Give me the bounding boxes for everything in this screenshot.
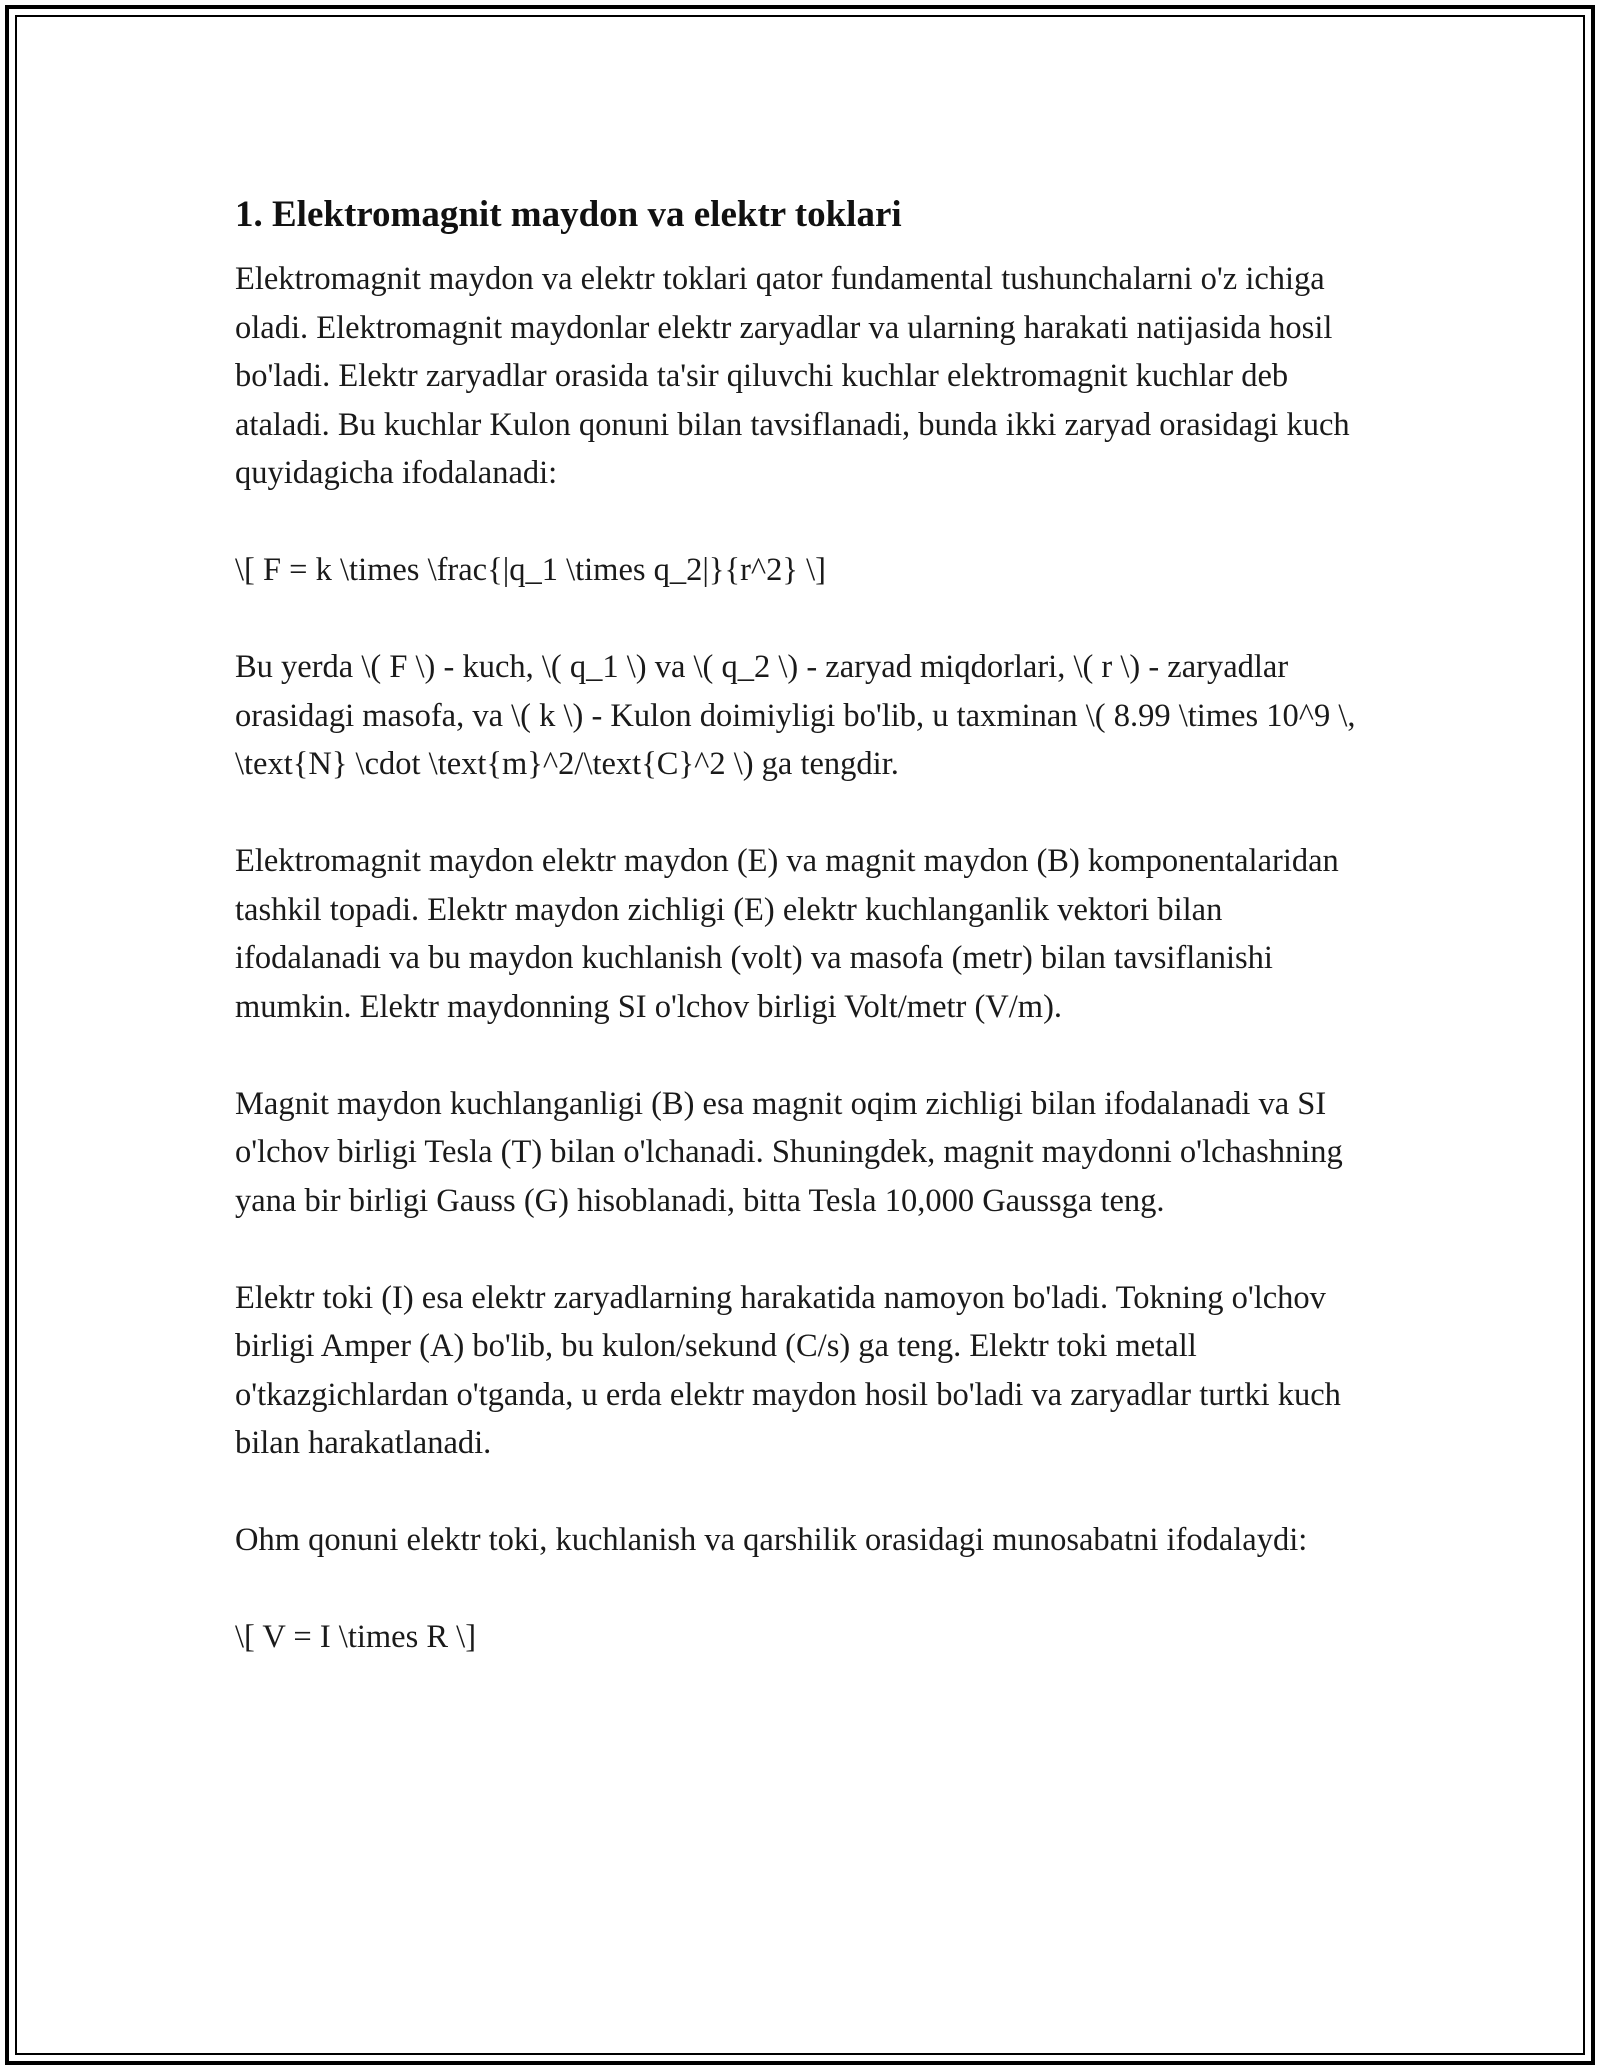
formula-ohm: \[ V = I \times R \] xyxy=(235,1619,477,1655)
paragraph-electric-field: Elektromagnit maydon elektr maydon (E) va magnit maydon (B) komponentalaridan tashkil topadi. Elektr maydon zichligi (E) elektr kuchlanganlik vektori bilan ifodalanadi va bu maydon kuchlanish (volt) va masofa (metr) bilan tavsiflanishi mumkin. Elektr maydonning SI o'lchov birligi Volt/metr (V/m). xyxy=(235,843,1339,1025)
document-body xyxy=(235,187,1375,1662)
paragraph-coulomb-terms: Bu yerda \( F \) - kuch, \( q_1 \) va \( q_2 \) - zaryad miqdorlari, \( r \) - zaryadlar orasidagi masofa, va \( k \) - Kulon doimiyligi bo'lib, u taxminan \( 8.99 \times 10^9 \, \text{N} \cdot \text{m}^2/\text{C}^2 \) ga tengdir. xyxy=(235,649,1356,782)
paragraph-magnetic-field: Magnit maydon kuchlanganligi (B) esa magnit oqim zichligi bilan ifodalanadi va SI o'lchov birligi Tesla (T) bilan o'lchanadi. Shuningdek, magnit maydonni o'lchashning yana bir birligi Gauss (G) hisoblanadi, bitta Tesla 10,000 Gaussga teng. xyxy=(235,1085,1343,1219)
formula-coulomb: \[ F = k \times \frac{|q_1 \times q_2|}{r^2} \] xyxy=(235,552,826,588)
paragraph-ohm-law: Ohm qonuni elektr toki, kuchlanish va qarshilik orasidagi munosabatni ifodalaydi: xyxy=(235,1522,1308,1558)
paragraph-intro: Elektromagnit maydon va elektr toklari qator fundamental tushunchalarni o'z ichiga oladi. Elektromagnit maydonlar elektr zaryadlar va ularning harakati natijasida hosil bo'ladi. Elektr zaryadlar orasida ta'sir qiluvchi kuchlar elektromagnit kuchlar deb ataladi. Bu kuchlar Kulon qonuni bilan tavsiflanadi, bunda ikki zaryad orasidagi kuch quyidagicha ifodalanadi: xyxy=(235,261,1350,491)
section-title: 1. Elektromagnit maydon va elektr toklari xyxy=(235,194,902,235)
paragraph-electric-current: Elektr toki (I) esa elektr zaryadlarning harakatida namoyon bo'ladi. Tokning o'lchov birligi Amper (A) bo'lib, bu kulon/sekund (C/s) ga teng. Elektr toki metall o'tkazgichlardan o'tganda, u erda elektr maydon hosil bo'ladi va zaryadlar turtki kuch bilan harakatlanadi. xyxy=(235,1279,1341,1461)
